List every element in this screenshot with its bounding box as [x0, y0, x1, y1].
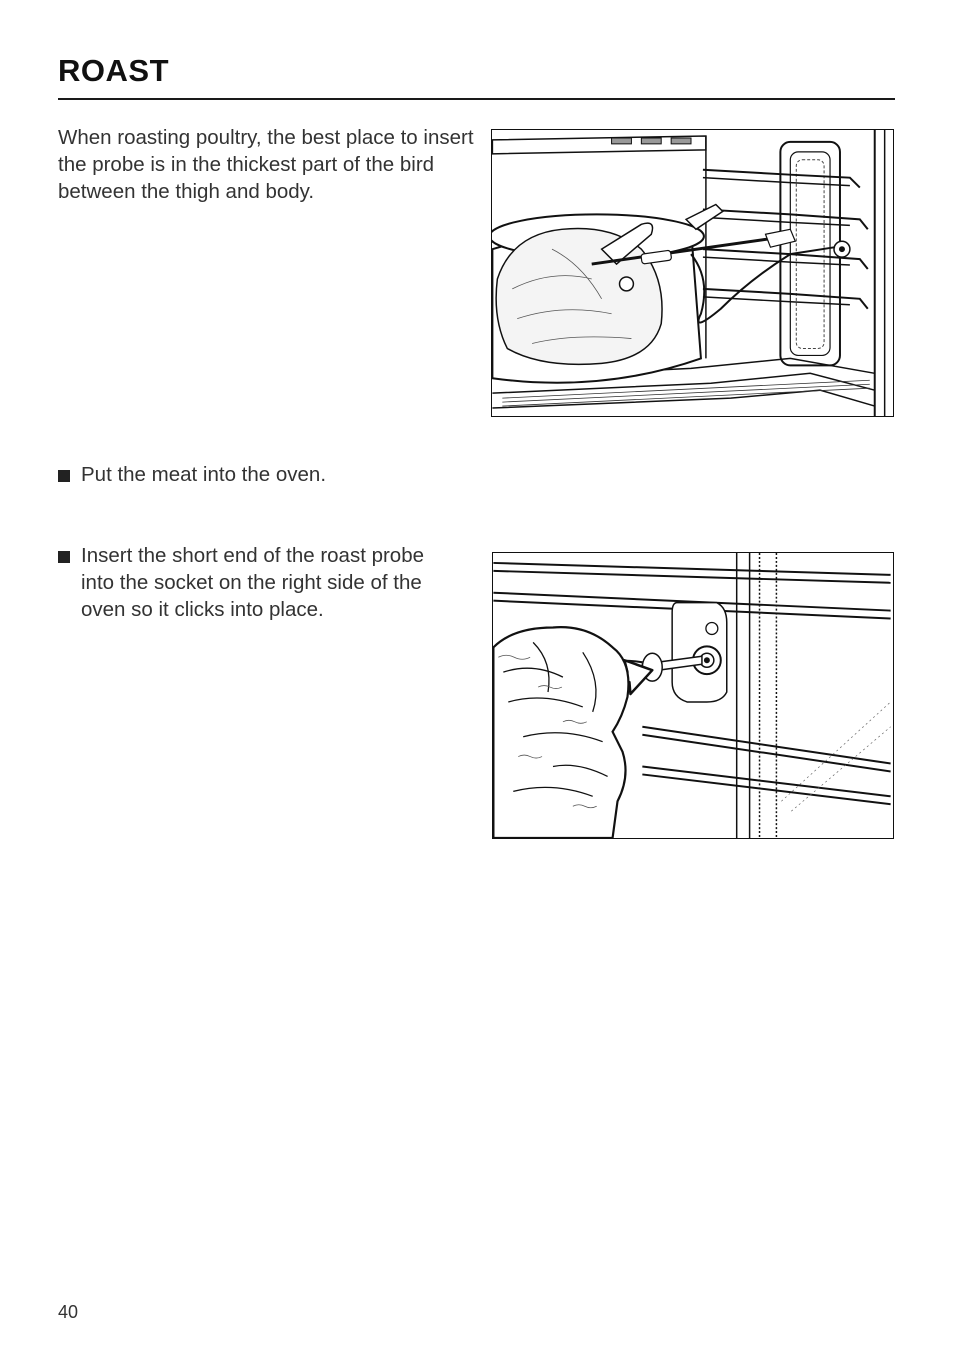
probe-insertion-drawing: [493, 553, 893, 838]
step-insert-probe: [58, 542, 458, 623]
poultry-in-oven-drawing: [492, 130, 893, 416]
page-number: 40: [58, 1302, 79, 1322]
title-divider: [58, 98, 895, 100]
step-text: Put the meat into the oven.: [81, 463, 327, 486]
page-title: ROAST: [58, 53, 169, 88]
poultry-in-oven-illustration: [491, 129, 894, 417]
probe-insertion-illustration: [492, 552, 894, 839]
intro-paragraph: When roasting poultry, the best place to insert the probe is in the thickest part of the bird between the thigh and body.: [58, 126, 474, 203]
bullet-square-icon: [58, 470, 70, 482]
bullet-square-icon: [58, 551, 70, 563]
step-text: Insert the short end of the roast probe into the socket on the right side of the oven so it clicks into place.: [81, 544, 425, 621]
step-put-meat: [58, 461, 458, 488]
